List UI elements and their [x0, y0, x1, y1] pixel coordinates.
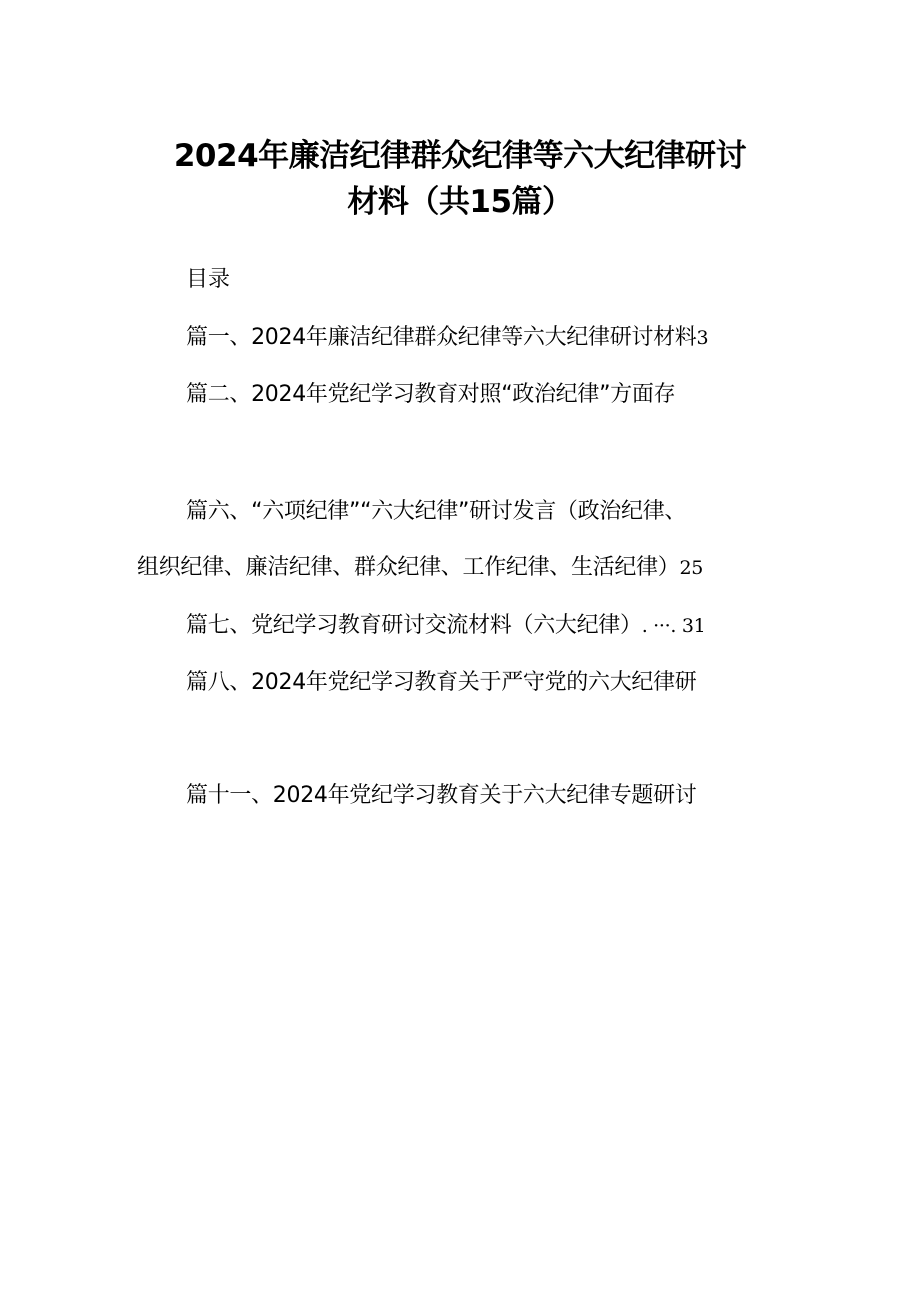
toc-entry-text: 组织纪律、廉洁纪律、群众纪律、工作纪律、生活纪律）: [137, 555, 680, 580]
toc-entry-11: [186, 780, 697, 812]
toc-entry-text: 篇十一、2024年党纪学习教育关于六大纪律专题研讨: [186, 783, 697, 808]
toc-entry-text: 篇七、党纪学习教育研讨交流材料（六大纪律）: [186, 613, 642, 638]
toc-entry-6-continued: [137, 552, 703, 584]
toc-entry-page: . ···. 31: [641, 615, 706, 637]
document-title-line-1: 2024年廉洁纪律群众纪律等六大纪律研讨: [173, 138, 747, 174]
toc-entry-6: [186, 496, 686, 528]
document-title-line-2: 材料（共15篇）: [347, 184, 573, 220]
toc-entry-text: 篇八、2024年党纪学习教育关于严守党的六大纪律研: [186, 670, 697, 695]
toc-entry-1: [186, 322, 708, 354]
toc-entry-text: 篇二、2024年党纪学习教育对照“政治纪律”方面存: [186, 382, 676, 407]
toc-entry-text: 篇六、“六项纪律”“六大纪律”研讨发言（政治纪律、: [186, 499, 687, 524]
toc-entry-page: 25: [679, 557, 704, 579]
toc-entry-2: [186, 379, 675, 411]
toc-entry-text: 篇一、2024年廉洁纪律群众纪律等六大纪律研讨材料: [186, 325, 697, 350]
toc-heading: 目录: [186, 267, 231, 292]
toc-entry-page: 3: [696, 327, 709, 349]
toc-entry-7: [186, 610, 705, 642]
toc-entry-8: [186, 667, 697, 699]
